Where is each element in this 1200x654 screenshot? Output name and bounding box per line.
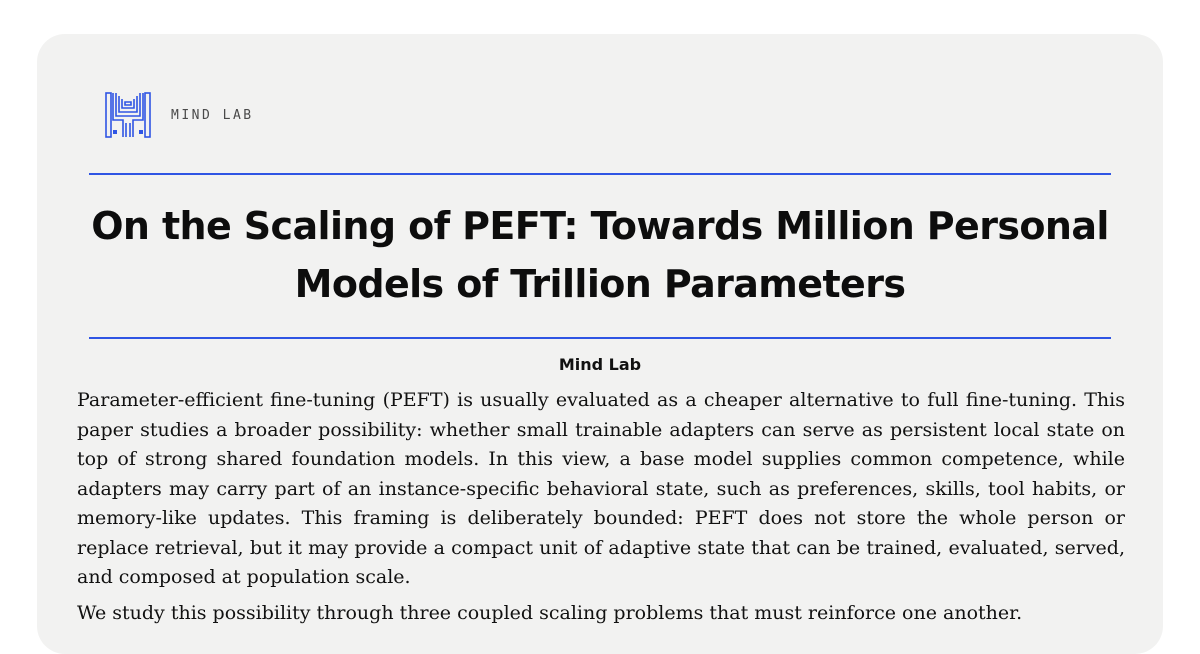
paper-card [37,34,1163,654]
abstract-paragraph: We study this possibility through three coupled scaling problems that must reinforce one another. [77,601,1023,624]
logo-wordmark: MIND LAB [171,107,254,123]
abstract-paragraph: Parameter-efficient fine-tuning (PEFT) is usually evaluated as a cheaper alternative to full fine-tuning. This paper studies a broader possibility: whether small trainable adapters can serve as persistent local state on top of strong shared foundation models. In this view, a base model supplies common competence, while adapters may carry part of an instance-specific behavioral state, such as preferences, skills, tool habits, or memory-like updates. This framing is deliberately bounded: PEFT does not store the whole person or replace retrieval, but it may provide a compact unit of adaptive state that can be trained, evaluated, served, and composed at population scale. [77,389,1125,588]
title-top-divider [89,173,1111,175]
title-bottom-divider [89,337,1111,339]
logo [103,90,254,140]
abstract [77,386,1125,634]
paper-title: On the Scaling of PEFT: Towards Million Personal Models of Trillion Parameters [91,204,1109,306]
author-line: Mind Lab [558,355,642,374]
mind-lab-logo-icon [103,90,153,140]
